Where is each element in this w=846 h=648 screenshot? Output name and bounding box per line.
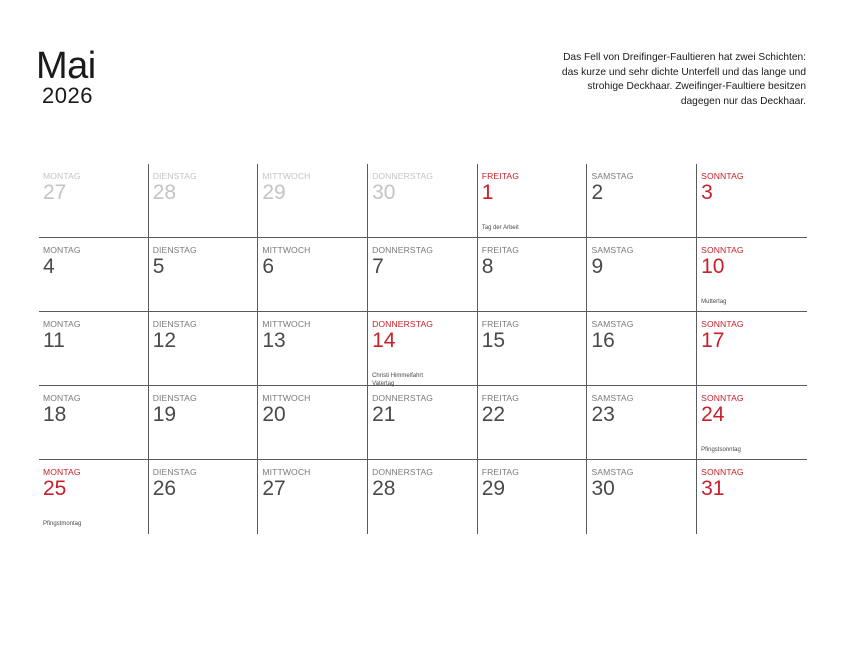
holiday-name: Muttertag: [701, 299, 727, 305]
day-cell: [39, 164, 149, 238]
day-cell: [368, 238, 478, 312]
month-title: Mai: [36, 45, 96, 87]
day-number: 23: [591, 403, 615, 426]
weekday-label: MONTAG: [43, 319, 81, 329]
day-cell: [149, 238, 259, 312]
day-number: 18: [43, 403, 67, 426]
weekday-label: SONNTAG: [701, 171, 744, 181]
day-number: 10: [701, 255, 725, 278]
day-cell: [697, 238, 807, 312]
day-cell: [587, 460, 697, 534]
day-cell: [258, 460, 368, 534]
day-number: 4: [43, 255, 55, 278]
weekday-label: SAMSTAG: [591, 245, 634, 255]
day-cell: [697, 386, 807, 460]
day-number: 26: [152, 477, 177, 500]
weekday-label: FREITAG: [481, 467, 520, 477]
day-number: 2: [591, 181, 604, 204]
day-cell: [478, 312, 588, 386]
holiday-note: [701, 446, 741, 454]
day-number: 30: [372, 181, 396, 204]
day-number: 1: [481, 181, 494, 204]
day-cell: [587, 312, 697, 386]
day-cell: [39, 460, 149, 534]
day-number: 13: [262, 329, 286, 352]
weekday-label: DONNERSTAG: [372, 393, 434, 403]
day-number: 3: [701, 181, 713, 204]
day-number: 7: [372, 255, 384, 278]
holiday-note: [43, 520, 81, 528]
weekday-label: MITTWOCH: [262, 319, 311, 329]
weekday-label: DIENSTAG: [152, 467, 197, 477]
weekday-label: SONNTAG: [701, 393, 744, 403]
day-number: 14: [372, 329, 396, 352]
holiday-name: Christi Himmelfahrt: [372, 373, 424, 379]
weekday-label: MONTAG: [43, 393, 81, 403]
day-number: 5: [152, 255, 165, 278]
day-cell: [258, 164, 368, 238]
day-cell: [149, 386, 259, 460]
weekday-label: SONNTAG: [701, 319, 744, 329]
day-number: 27: [43, 181, 67, 204]
weekday-label: DIENSTAG: [152, 245, 197, 255]
day-cell: [587, 238, 697, 312]
day-number: 11: [43, 329, 65, 352]
day-cell: [258, 312, 368, 386]
day-cell: [587, 386, 697, 460]
weekday-label: FREITAG: [481, 393, 520, 403]
weekday-label: SAMSTAG: [591, 467, 634, 477]
holiday-note: [482, 224, 519, 232]
weekday-label: SAMSTAG: [591, 171, 634, 181]
day-cell: [39, 312, 149, 386]
year-label: 2026: [42, 83, 93, 108]
day-number: 31: [701, 477, 725, 500]
day-cell: [368, 164, 478, 238]
fact-text: Das Fell von Dreifinger-Faultieren hat zwei Schichten: das kurze und sehr dichte Unterfell und das lange und strohige Deckhaar. Zweifinger-Faultiere besitzen dagegen nur das Deckhaar.: [561, 52, 806, 107]
holiday-name: Vatertag: [372, 381, 395, 387]
holiday-name: Tag der Arbeit: [481, 225, 519, 231]
weekday-label: DONNERSTAG: [372, 319, 434, 329]
holiday-name: Pfingstsonntag: [701, 447, 741, 453]
weekday-label: DONNERSTAG: [372, 171, 434, 181]
day-number: 25: [43, 477, 67, 500]
day-number: 22: [481, 403, 506, 426]
weekday-label: MITTWOCH: [262, 245, 311, 255]
weekday-label: DONNERSTAG: [372, 245, 434, 255]
day-cell: [149, 164, 259, 238]
weekday-label: DIENSTAG: [152, 319, 197, 329]
day-cell: [258, 386, 368, 460]
day-number: 9: [591, 255, 604, 278]
day-number: 12: [152, 329, 177, 352]
day-cell: [39, 238, 149, 312]
weekday-label: DIENSTAG: [152, 171, 197, 181]
day-cell: [697, 164, 807, 238]
weekday-label: FREITAG: [481, 171, 520, 181]
day-number: 15: [481, 329, 506, 352]
day-number: 29: [262, 181, 286, 204]
day-cell: [478, 238, 588, 312]
weekday-label: MITTWOCH: [262, 171, 311, 181]
weekday-label: SAMSTAG: [591, 319, 634, 329]
weekday-label: SAMSTAG: [591, 393, 634, 403]
day-number: 28: [152, 181, 177, 204]
day-number: 17: [701, 329, 725, 352]
day-cell: [368, 312, 478, 386]
weekday-label: DONNERSTAG: [372, 467, 434, 477]
day-cell: [149, 460, 259, 534]
weekday-label: MONTAG: [43, 171, 81, 181]
calendar-grid: [39, 164, 807, 534]
day-number: 16: [591, 329, 615, 352]
day-number: 21: [372, 403, 396, 426]
weekday-label: SONNTAG: [701, 467, 744, 477]
weekday-label: SONNTAG: [701, 245, 744, 255]
day-cell: [39, 386, 149, 460]
holiday-note: [701, 298, 726, 306]
day-number: 27: [262, 477, 286, 500]
day-number: 6: [262, 255, 275, 278]
day-cell: [478, 386, 588, 460]
day-number: 20: [262, 403, 286, 426]
weekday-label: MONTAG: [43, 245, 81, 255]
holiday-name: Pfingstmontag: [43, 521, 82, 527]
day-cell: [587, 164, 697, 238]
day-cell: [149, 312, 259, 386]
day-number: 30: [591, 477, 615, 500]
day-cell: [478, 460, 588, 534]
day-cell: [258, 238, 368, 312]
day-number: 28: [372, 477, 396, 500]
day-number: 8: [481, 255, 494, 278]
day-cell: [368, 386, 478, 460]
day-cell: [478, 164, 588, 238]
day-cell: [368, 460, 478, 534]
weekday-label: MONTAG: [43, 467, 81, 477]
weekday-label: DIENSTAG: [152, 393, 197, 403]
day-number: 24: [701, 403, 725, 426]
day-number: 29: [481, 477, 506, 500]
day-cell: [697, 460, 807, 534]
weekday-label: MITTWOCH: [262, 467, 311, 477]
weekday-label: FREITAG: [481, 319, 520, 329]
day-cell: [697, 312, 807, 386]
weekday-label: MITTWOCH: [262, 393, 311, 403]
day-number: 19: [152, 403, 177, 426]
weekday-label: FREITAG: [481, 245, 520, 255]
